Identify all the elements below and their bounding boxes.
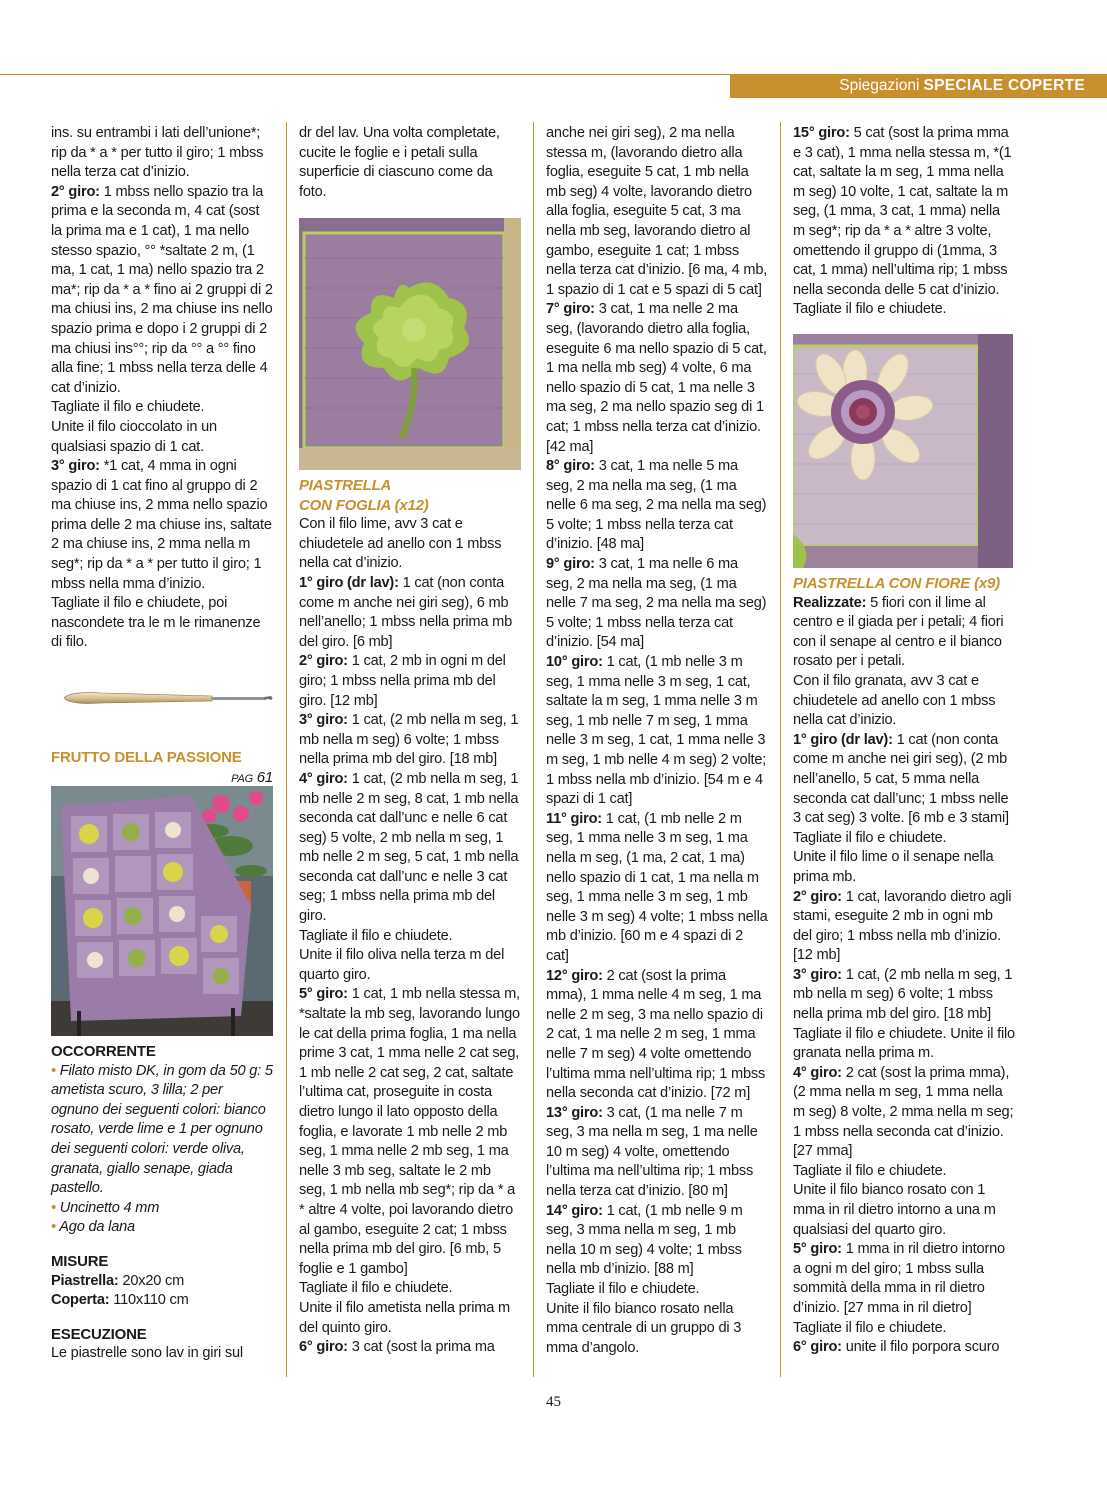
round-6: 6° giro: 3 cat (sost la prima ma — [299, 1339, 495, 1356]
paragraph: Unite il filo cioccolato in un qualsiasi spazio di 1 cat. — [51, 418, 217, 455]
section-subtitle: CON FOGLIA (x12) — [299, 496, 429, 514]
blanket-photo — [51, 786, 273, 1036]
round-1: 1° giro (dr lav): 1 cat (non conta come m anche nei giri seg), (2 mb nell’anello, 5 cat, 5 mma nella seconda cat dall’unc; 1 mbss nelle 3 cat seg) 3 volte. [6 mb e 3 stami] — [793, 731, 1009, 827]
section-title: PIASTRELLA CON FIORE (x9) — [793, 575, 1000, 592]
round-6: 6° giro: unite il filo porpora scuro — [793, 1339, 1000, 1356]
size-tile: Piastrella: 20x20 cm — [51, 1272, 185, 1289]
round-10: 10° giro: 1 cat, (1 mb nelle 3 m seg, 1 mma nelle 3 m seg, 1 cat, saltate la m seg, 1 mma nelle 3 m seg, 1 mb nelle 7 m seg, 1 mma nelle 3 m seg, 1 cat, 1 mma nelle 3 m seg, 1 mb nelle 4 m seg) 2 volte; 1 mbss nella mb d’inizio. [54 m e 4 spazi di 1 cat] — [546, 654, 767, 808]
paragraph: Tagliate il filo e chiudete. — [299, 1280, 453, 1297]
column-4 — [793, 574, 1015, 1358]
paragraph: Tagliate il filo e chiudete. — [546, 1281, 700, 1298]
banner-prefix: Spiegazioni — [839, 77, 920, 94]
round-1: 1° giro (dr lav): 1 cat (non conta come m anche nei giri seg), 6 mb nell’anello; 1 mbss nella prima mb del giro. [6 mb] — [299, 574, 513, 650]
section-title: PIASTRELLA — [299, 477, 392, 494]
paragraph: Tagliate il filo e chiudete. Unite il filo granata nella prima m. — [793, 1025, 1015, 1062]
round-5: 5° giro: 1 mma in ril dietro intorno a ogni m del giro; 1 mbss sulla sommità della mma in ril dietro d’inizio. [27 mma in ril dietro] — [793, 1241, 1005, 1316]
paragraph: Tagliate il filo e chiudete. — [51, 399, 205, 416]
column-divider — [286, 122, 287, 1377]
paragraph: Tagliate il filo e chiudete. — [299, 927, 453, 944]
paragraph: Tagliate il filo e chiudete. — [793, 1162, 947, 1179]
column-1 — [51, 124, 273, 653]
column-2-top — [299, 124, 521, 202]
round-3: 3° giro: *1 cat, 4 mma in ogni spazio di 1 cat fino al gruppo di 2 ma chiuse ins, 2 mma nello spazio prima delle 2 ma chiuse ins, saltate 2 ma chiuse ins, 2 mma nella m seg*; rip da * a * per tutto il giro; 1 mbss nella mma d’inizio. — [51, 458, 272, 592]
materials-section — [51, 1042, 273, 1364]
column-divider — [533, 122, 534, 1377]
paragraph: dr del lav. Una volta completate, cucite le foglie e i petali sulla superficie di ciascuno come da foto. — [299, 125, 500, 200]
round-9: 9° giro: 3 cat, 1 ma nelle 6 ma seg, 2 ma nella ma seg, (1 ma nelle 7 ma seg, 2 ma nella ma seg) 5 volte; 1 mbss nella terza cat d’inizio. [54 ma] — [546, 556, 767, 651]
column-2 — [299, 476, 521, 1358]
occorrente-heading: OCCORRENTE — [51, 1043, 156, 1060]
round-5: 5° giro: 1 cat, 1 mb nella stessa m, *saltate la mb seg, lavorando lungo le cat della prima foglia, 1 ma nella prime 3 cat, 1 mma nelle 2 cat seg, 1 mb nelle 2 cat seg, 2 cat, saltate l’ultima cat, proseguite in costa dietro lungo il lato opposto della foglia, e lavorate 1 mb nelle 2 mb seg, 1 mma nelle 2 mb seg, 1 ma nelle 3 mb seg, saltate le 2 mb seg, 1 mb nella mb seg*; rip da * a * altre 4 volte, poi lavorando dietro al gambo, eseguite 2 cat; 1 mbss nella prima mb del giro. [6 mb, 5 foglie e 1 gambo] — [299, 986, 520, 1277]
flower-tile-photo — [793, 334, 1013, 568]
paragraph: Unite il filo lime o il senape nella prima mb. — [793, 849, 994, 885]
paragraph: Unite il filo ametista nella prima m del quinto giro. — [299, 1299, 510, 1336]
round-4: 4° giro: 2 cat (sost la prima mma), (2 mma nella m seg, 1 mma nella m seg) 8 volte, 2 mma nella m seg; 1 mbss nella seconda cat d’inizio. [27 mma] — [793, 1064, 1014, 1160]
page-reference: PAG 61 — [231, 768, 273, 786]
round-2: 2° giro: 1 cat, lavorando dietro agli stami, eseguite 2 mb in ogni mb del giro; 1 mbss nella mb d’inizio. [12 mb] — [793, 888, 1012, 964]
paragraph: Tagliate il filo e chiudete. — [793, 301, 947, 318]
pattern-header — [51, 748, 273, 789]
section-banner — [730, 74, 1107, 98]
header-rule — [0, 74, 730, 75]
paragraph: Realizzate: 5 fiori con il lime al centro e il giada per i petali; 4 fiori con il senape al centro e il bianco rosato per i petali. — [793, 594, 1004, 670]
material-item: • Filato misto DK, in gom da 50 g: 5 ametista scuro, 3 lilla; 2 per ognuno dei seguenti colori: bianco rosato, verde lime e 1 per ognuno dei seguenti colori: verde oliva, granata, giallo senape, giada pastello. — [51, 1062, 273, 1197]
paragraph: Tagliate il filo e chiudete. — [793, 1319, 947, 1336]
column-4-top — [793, 124, 1015, 320]
paragraph: Unite il filo bianco rosato con 1 mma in ril dietro intorno a una m qualsiasi del quarto giro. — [793, 1182, 996, 1238]
banner-title: SPECIALE COPERTE — [923, 77, 1085, 94]
paragraph: Con il filo granata, avv 3 cat e chiudetele ad anello con 1 mbss nella cat d’inizio. — [793, 672, 996, 729]
size-blanket: Coperta: 110x110 cm — [51, 1292, 189, 1309]
paragraph: Unite il filo bianco rosato nella mma centrale di un gruppo di 3 mma d’angolo. — [546, 1300, 742, 1356]
material-item: • Uncinetto 4 mm — [51, 1199, 160, 1216]
section-title: FRUTTO DELLA PASSIONE — [51, 749, 242, 766]
column-3 — [546, 124, 768, 1358]
round-15: 15° giro: 5 cat (sost la prima mma e 3 cat), 1 mma nella stessa m, *(1 cat, saltate la m seg, 1 mma nella m seg) 10 volte, 1 cat, saltate la m seg, (1 mma, 3 cat, 1 mma) nella m seg*; rip da * a * altre 3 volte, omettendo il gruppo di (1mma, 3 cat, 1 mma) nell’ultima rip; 1 mbss nella seconda delle 5 cat d’inizio. — [793, 125, 1012, 298]
esecuzione-heading: ESECUZIONE — [51, 1325, 147, 1343]
round-2: 2° giro: 1 mbss nello spazio tra la prima e la seconda m, 4 cat (sost la prima ma e 1 cat), 1 ma nello stesso spazio, °° *saltate 2 m, (1 ma, 1 cat, 1 ma) nello spazio tra 2 ma*; rip da * a * fino ai 2 gruppi di 2 ma chiusi ins, 2 ma chiuse ins nello spazio prima e dopo i 2 gruppi di 2 ma chiusi ins°°; rip da °° a °° fino alla fine; 1 mbss nella terza delle 4 cat d’inizio. — [51, 183, 273, 396]
crochet-hook-icon — [62, 688, 277, 708]
paragraph: ins. su entrambi i lati dell’unione*; rip da * a * per tutto il giro; 1 mbss nella terza cat d’inizio. — [51, 125, 264, 181]
paragraph: Unite il filo oliva nella terza m del quarto giro. — [299, 947, 505, 983]
round-12: 12° giro: 2 cat (sost la prima mma), 1 mma nelle 4 m seg, 1 ma nelle 2 m seg, 3 ma nello spazio di 2 cat, 1 ma nelle 2 m seg, 1 mma nelle 7 m seg) 4 volte omettendo l’ultima mma nell’ultima rip; 1 mbss nella seconda cat d’inizio. [72 m] — [546, 967, 766, 1102]
paragraph: Tagliate il filo e chiudete, poi nascondete tra le m le rimanenze di filo. — [51, 595, 261, 651]
paragraph: Tagliate il filo e chiudete. — [793, 829, 947, 846]
paragraph: Le piastrelle sono lav in giri sul — [51, 1345, 243, 1362]
paragraph: Con il filo lime, avv 3 cat e chiudetele ad anello con 1 mbss nella cat d’inizio. — [299, 516, 502, 572]
round-8: 8° giro: 3 cat, 1 ma nelle 5 ma seg, 2 ma nella ma seg, (1 ma nelle 6 ma seg, 2 ma nella ma seg) 5 volte; 1 mbss nella terza cat d’inizio. [48 ma] — [546, 458, 767, 553]
round-3: 3° giro: 1 cat, (2 mb nella m seg, 1 mb nella m seg) 6 volte; 1 mbss nella prima mb del giro. [18 mb] — [299, 712, 519, 768]
round-14: 14° giro: 1 cat, (1 mb nelle 9 m seg, 3 mma nella m seg, 1 mb nella 10 m seg) 4 volte; 1 mbss nella mb d’inizio. [88 m] — [546, 1202, 743, 1278]
page-number: 45 — [546, 1394, 561, 1410]
round-7: 7° giro: 3 cat, 1 ma nelle 2 ma seg, (lavorando dietro alla foglia, eseguite 6 ma nello spazio di 5 cat, 1 ma nella mb seg) 4 volte, 6 ma nello spazio di 5 cat, 1 ma nelle 3 ma seg, 2 ma nello spazio seg di 1 cat; 1 mbss nella terza cat d’inizio. [42 ma] — [546, 301, 767, 455]
paragraph: anche nei giri seg), 2 ma nella stessa m, (lavorando dietro alla foglia, eseguite 5 cat, 1 mb nella mb seg) 4 volte, lavorando dietro alla foglia, eseguite 5 cat, 3 ma nella mb seg, lavorando dietro al gambo, eseguite 1 cat; 1 mbss nella terza cat d’inizio. [6 ma, 4 mb, 1 spazio di 1 cat e 5 spazi di 5 cat] — [546, 125, 768, 298]
round-13: 13° giro: 3 cat, (1 ma nelle 7 m seg, 3 ma nella m seg, 1 ma nelle 10 m seg) 4 volte, omettendo l’ultima ma nell’ultima rip; 1 mbss nella terza cat d’inizio. [80 m] — [546, 1104, 758, 1200]
column-divider — [780, 122, 781, 1377]
round-2: 2° giro: 1 cat, 2 mb in ogni m del giro; 1 mbss nella prima mb del giro. [12 mb] — [299, 653, 506, 709]
round-11: 11° giro: 1 cat, (1 mb nelle 2 m seg, 1 mma nelle 3 m seg, 1 ma nella m seg, (1 ma, 2 cat, 1 ma) nello spazio di 1 cat, 1 ma nella m seg, 1 mma nelle 3 m seg, 1 mb nelle 3 m seg) 4 volte; 1 mbss nella mb d’inizio. [60 m e 4 spazi di 2 cat] — [546, 810, 768, 964]
leaf-tile-photo — [299, 218, 521, 470]
round-3: 3° giro: 1 cat, (2 mb nella m seg, 1 mb nella m seg) 6 volte; 1 mbss nella prima mb del giro. [18 mb] — [793, 966, 1013, 1023]
round-4: 4° giro: 1 cat, (2 mb nella m seg, 1 mb nelle 2 m seg, 8 cat, 1 mb nella seconda cat dall’unc e nelle 6 cat seg) 5 volte, 2 mb nella m seg, 1 mb nelle 2 m seg, 5 cat, 1 mb nella seconda cat dall’unc e nelle 3 cat seg; 1 mbss nella prima mb del giro. — [299, 770, 519, 925]
material-item: • Ago da lana — [51, 1219, 135, 1236]
misure-heading: MISURE — [51, 1252, 109, 1270]
